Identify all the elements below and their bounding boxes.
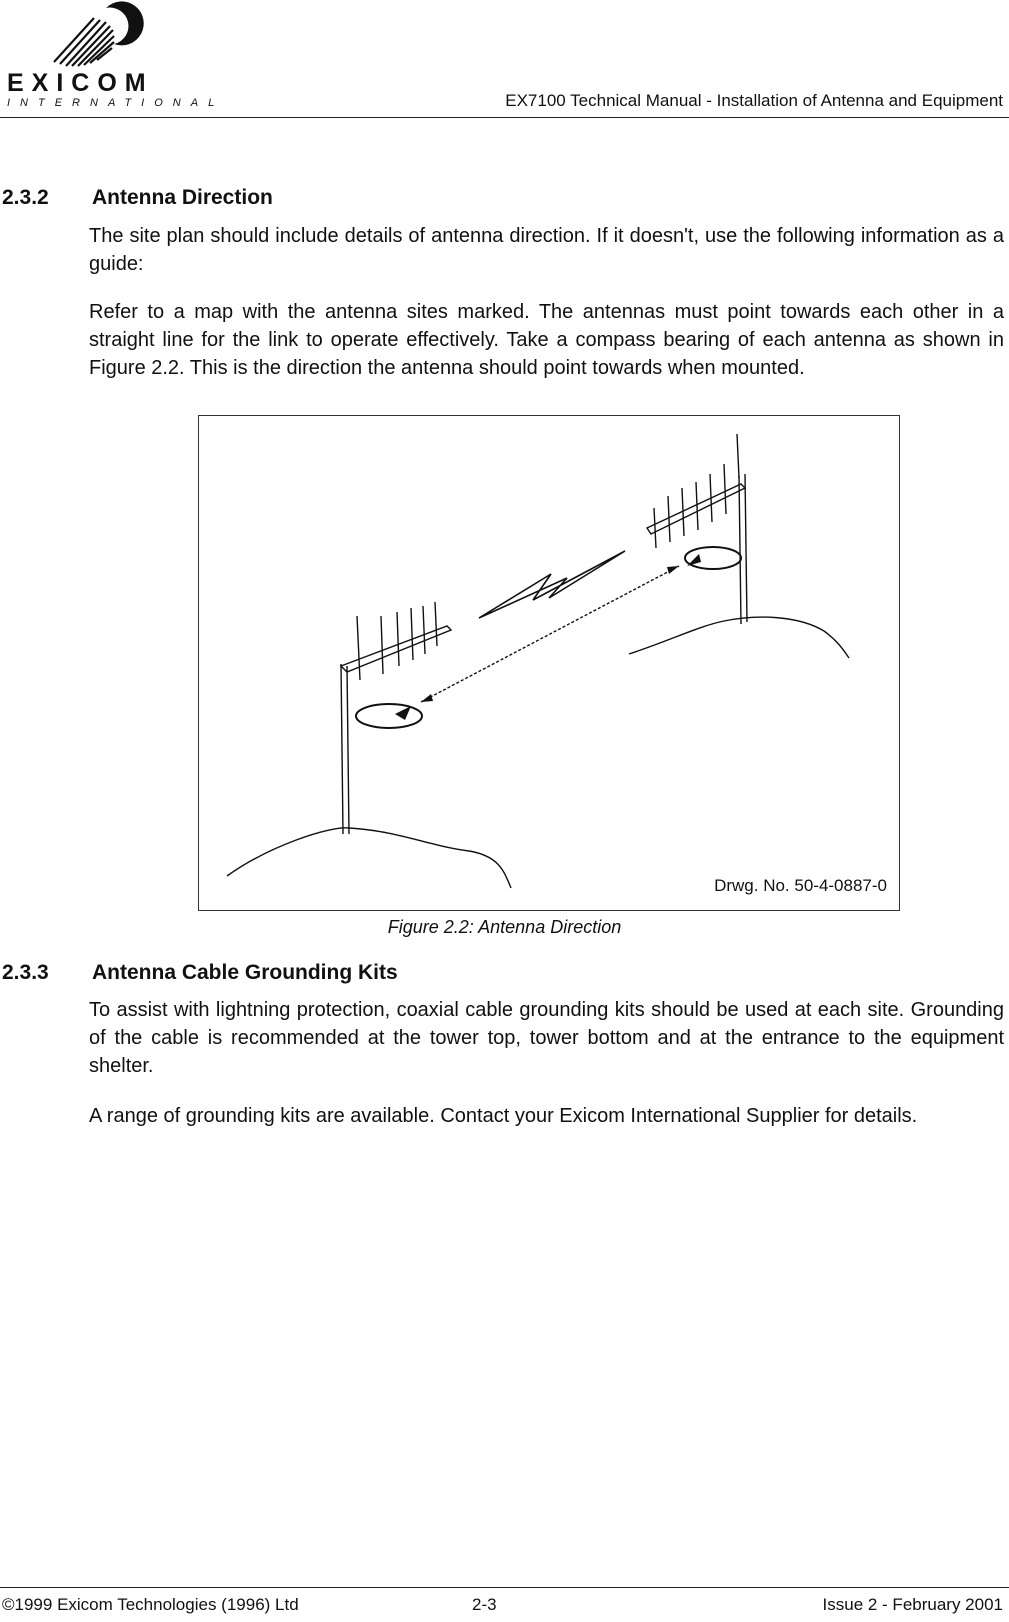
section-heading: Antenna Direction [92,186,273,209]
left-compass-icon [356,704,422,728]
logo-subtitle: INTERNATIONAL [7,97,225,109]
paragraph: A range of grounding kits are available. Contact your Exicom International Supplier for details. [89,1105,918,1127]
right-mast [739,476,741,624]
drawing-number: Drwg. No. 50-4-0887-0 [714,876,887,895]
right-hill [629,617,849,658]
antenna-direction-drawing [199,416,899,910]
footer-page-number: 2-3 [472,1595,497,1614]
header-divider [0,117,1009,118]
footer-divider [0,1587,1009,1588]
footer-issue: Issue 2 - February 2001 [822,1595,1003,1614]
lightning-bolt-icon [479,551,625,618]
left-hill [227,828,511,888]
section-heading: Antenna Cable Grounding Kits [92,961,398,984]
section-number: 2.3.3 [2,961,49,984]
exicom-logo [2,0,225,109]
figure-antenna-direction [198,415,900,911]
paragraph: Refer to a map with the antenna sites marked. The antennas must point towards each other in a straight line for the link to operate effectively. Take a compass bearing of each antenna as shown in Figure 2.2. This is the direction the antenna should point towards when mounted. [89,301,1004,379]
header-title: EX7100 Technical Manual - Installation of Antenna and Equipment [505,91,1003,110]
section-number: 2.3.2 [2,186,49,209]
figure-caption: Figure 2.2: Antenna Direction [387,917,622,937]
paragraph: To assist with lightning protection, coaxial cable grounding kits should be used at each site. Grounding of the cable is recommended at the tower top, tower bottom and at the entrance to the equipment shelter. [89,999,1004,1077]
logo-globe-icon [2,0,225,109]
logo-wordmark: EXICOM [7,69,154,97]
left-mast [341,664,343,834]
paragraph: The site plan should include details of antenna direction. If it doesn't, use the following information as a guide: [89,225,1004,275]
footer-copyright: ©1999 Exicom Technologies (1996) Ltd [2,1595,299,1614]
right-compass-icon [685,547,741,569]
